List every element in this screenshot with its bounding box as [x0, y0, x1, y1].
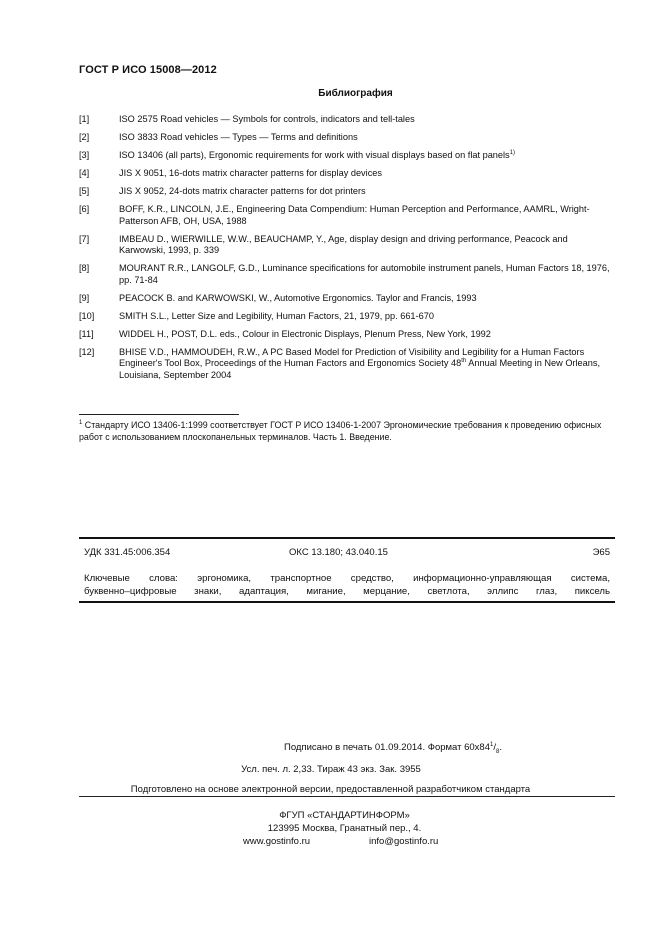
reference-text: JIS X 9051, 16-dots matrix character patterns for display devices: [119, 168, 382, 178]
reference-item: [79, 204, 615, 227]
reference-number: [6]: [79, 204, 90, 214]
bibliography-list: [79, 114, 615, 388]
reference-text: SMITH S.L., Letter Size and Legibility, Human Factors, 21, 1979, pp. 661-670: [119, 310, 434, 321]
print-info: Усл. печ. л. 2,33. Тираж 43 экз. Зак. 3955: [241, 764, 421, 775]
reference-number: [1]: [79, 114, 90, 124]
format-tail: .: [499, 742, 502, 753]
reference-item: [79, 329, 615, 341]
publisher-email[interactable]: info@gostinfo.ru: [369, 836, 439, 847]
footnote-text: Стандарту ИСО 13406-1:1999 соответствует ГОСТ Р ИСО 13406-1-2007 Эргономические требования к проведению офисных работ с использованием плоскопанельных терминалов. Часть 1. Введение.: [79, 420, 602, 442]
reference-item: [79, 347, 615, 382]
reference-item: [79, 114, 615, 126]
category-code: Э65: [592, 547, 610, 558]
reference-item: [79, 311, 615, 323]
reference-text: BHISE V.D., HAMMOUDEH, R.W., A PC Based Model for Prediction of Visibility and Legibility for a Human Factors Engineer's Tool Box, Proceedings of the Human Factors and Ergonomics Society 48: [119, 346, 585, 368]
reference-text: ISO 3833 Road vehicles — Types — Terms and definitions: [119, 132, 358, 142]
reference-item: [79, 293, 615, 305]
reference-text-wrap: [119, 347, 615, 382]
prepared-note: Подготовлено на основе электронной версии, предоставленной разработчиком стандарта: [130, 784, 531, 795]
format-denominator: 8: [495, 748, 500, 755]
reference-item: [79, 168, 615, 180]
keywords-line: буквенно–цифровые знаки, адаптация, мигание, мерцание, светлота, эллипс глаз, пиксель: [84, 586, 610, 597]
classification-rule-bottom: [79, 601, 615, 603]
reference-text: ISO 13406 (all parts), Ergonomic requirements for work with visual displays based on flat panels: [119, 150, 510, 160]
reference-text: MOURANT R.R., LANGOLF, G.D., Luminance specifications for automobile instrument panels, Human Factors 18, 1976, pp. 71-84: [119, 263, 610, 285]
publisher-address: 123995 Москва, Гранатный пер., 4.: [267, 823, 422, 834]
footnote: [79, 420, 615, 443]
prepared-underline: [79, 796, 615, 797]
reference-item: [79, 234, 615, 257]
keywords: [84, 572, 610, 598]
reference-number: [5]: [79, 186, 90, 196]
reference-number: [7]: [79, 233, 90, 244]
reference-number: [8]: [79, 263, 90, 273]
reference-number: [11]: [79, 328, 94, 339]
footnote-separator: [79, 414, 239, 415]
reference-item: [79, 150, 615, 162]
reference-item: [79, 132, 615, 144]
reference-item: [79, 186, 615, 198]
reference-item: [79, 263, 615, 286]
reference-text: JIS X 9052, 24-dots matrix character patterns for dot printers: [119, 186, 366, 196]
publisher-name: ФГУП «СТАНДАРТИНФОРМ»: [279, 810, 410, 821]
signed-line: [0, 742, 661, 753]
footnote-mark: 1: [79, 420, 83, 427]
reference-number: [2]: [79, 132, 90, 142]
signed-text: Подписано в печать 01.09.2014. Формат 60x84: [284, 742, 490, 753]
reference-number: [10]: [79, 310, 95, 321]
publisher-website[interactable]: www.gostinfo.ru: [243, 836, 311, 847]
keywords-line: Ключевые слова: эргономика, транспортное средство, информационно-управляющая система,: [84, 573, 610, 584]
reference-text-wrap: [119, 150, 615, 162]
reference-number: [9]: [79, 292, 90, 303]
oks-code: ОКС 13.180; 43.040.15: [289, 547, 388, 558]
reference-text: IMBEAU D., WIERWILLE, W.W., BEAUCHAMP, Y., Age, display design and driving performance, Peacock and Karwowski, 1993, p. 339: [119, 233, 568, 255]
reference-text: ISO 2575 Road vehicles — Symbols for controls, indicators and tell-tales: [119, 114, 415, 124]
reference-number: [4]: [79, 168, 90, 178]
ordinal-suffix: th: [461, 357, 467, 364]
footnote-marker: 1): [509, 149, 515, 156]
format-slash: /: [493, 742, 496, 753]
reference-text: Annual Meeting in New Orleans, Louisiana, September 2004: [119, 358, 601, 380]
reference-text: WIDDEL H., POST, D.L. eds., Colour in Electronic Displays, Plenum Press, New York, 1992: [119, 328, 491, 339]
bibliography-title: Библиография: [318, 88, 393, 99]
classification-rule-top: [79, 537, 615, 539]
reference-text: BOFF, K.R., LINCOLN, J.E., Engineering Data Compendium: Human Perception and Performance, AAMRL, Wright-Patterson AFB, OH, USA, 1988: [119, 204, 590, 226]
reference-number: [12]: [79, 346, 95, 357]
document-header: ГОСТ Р ИСО 15008—2012: [79, 64, 217, 76]
format-numerator: 1: [490, 741, 494, 748]
reference-text: PEACOCK B. and KARWOWSKI, W., Automotive Ergonomics. Taylor and Francis, 1993: [119, 292, 477, 303]
reference-number: [3]: [79, 150, 90, 160]
udk-code: УДК 331.45:006.354: [84, 547, 171, 558]
